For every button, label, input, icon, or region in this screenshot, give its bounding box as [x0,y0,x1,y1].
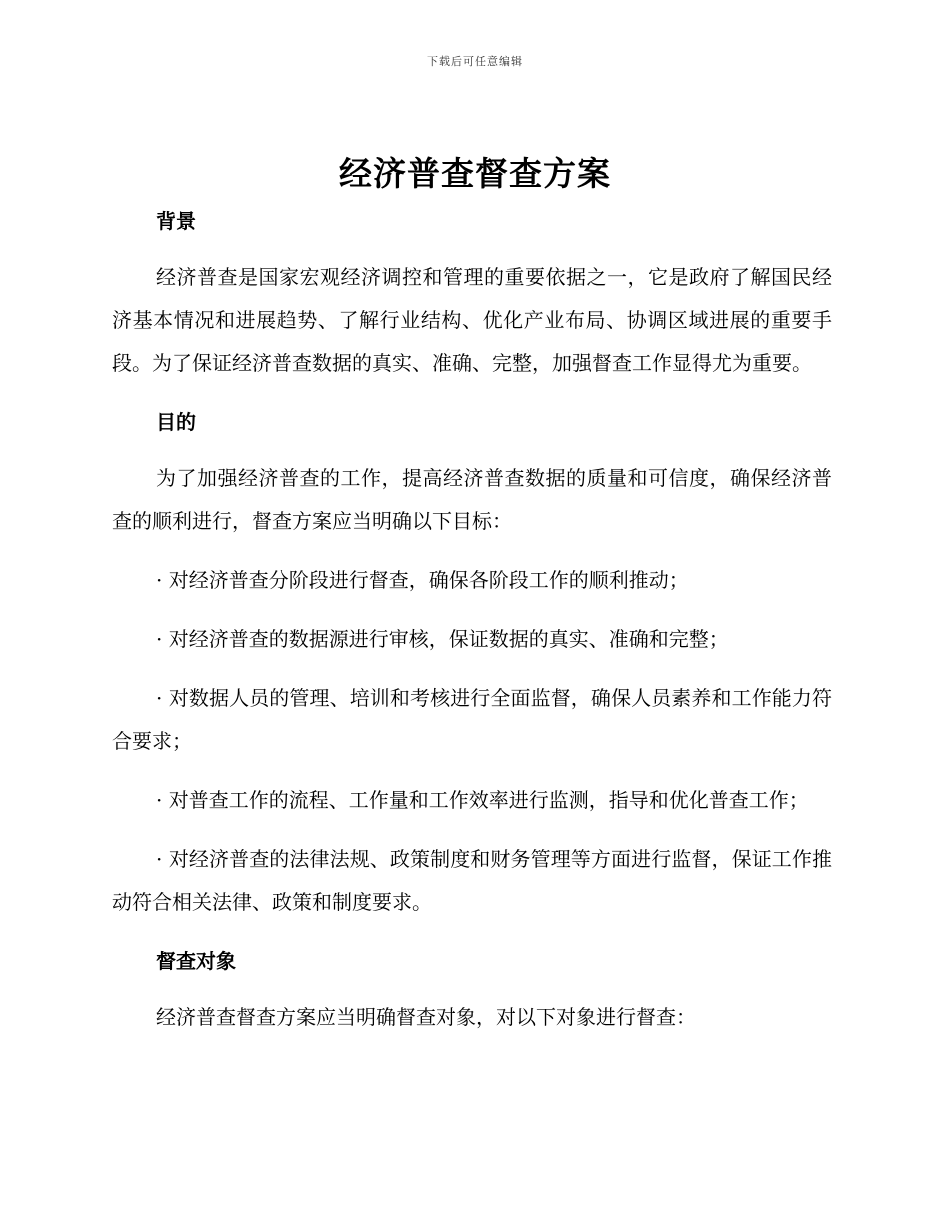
section-heading-targets: 督查对象 [156,949,236,973]
purpose-intro-paragraph: 为了加强经济普查的工作，提高经济普查数据的质量和可信度，确保经济普查的顺利进行，督查方案应当明确以下目标： [112,466,832,533]
purpose-bullet-item: · 对经济普查分阶段进行督查，确保各阶段工作的顺利推动； [156,568,689,592]
page-title: 经济普查督查方案 [339,154,611,193]
targets-paragraph: 经济普查督查方案应当明确督查对象，对以下对象进行督查： [156,1005,696,1029]
purpose-bullet-item: · 对经济普查的法律法规、政策制度和财务管理等方面进行监督，保证工作推动符合相关法律、政策和制度要求。 [112,847,832,914]
purpose-bullet-item: · 对普查工作的流程、工作量和工作效率进行监测，指导和优化普查工作； [156,788,809,812]
document-body [112,202,832,1039]
section-heading-background: 背景 [156,209,196,233]
purpose-bullet-item: · 对数据人员的管理、培训和考核进行全面监督，确保人员素养和工作能力符合要求； [112,686,832,753]
purpose-bullet-item: · 对经济普查的数据源进行审核，保证数据的真实、准确和完整； [156,627,729,651]
header-note: 下载后可任意编辑 [427,55,523,68]
background-paragraph: 经济普查是国家宏观经济调控和管理的重要依据之一，它是政府了解国民经济基本情况和进展趋势、了解行业结构、优化产业布局、协调区域进展的重要手段。为了保证经济普查数据的真实、准确、完整，加强督查工作显得尤为重要。 [112,265,832,375]
section-heading-purpose: 目的 [156,410,196,434]
